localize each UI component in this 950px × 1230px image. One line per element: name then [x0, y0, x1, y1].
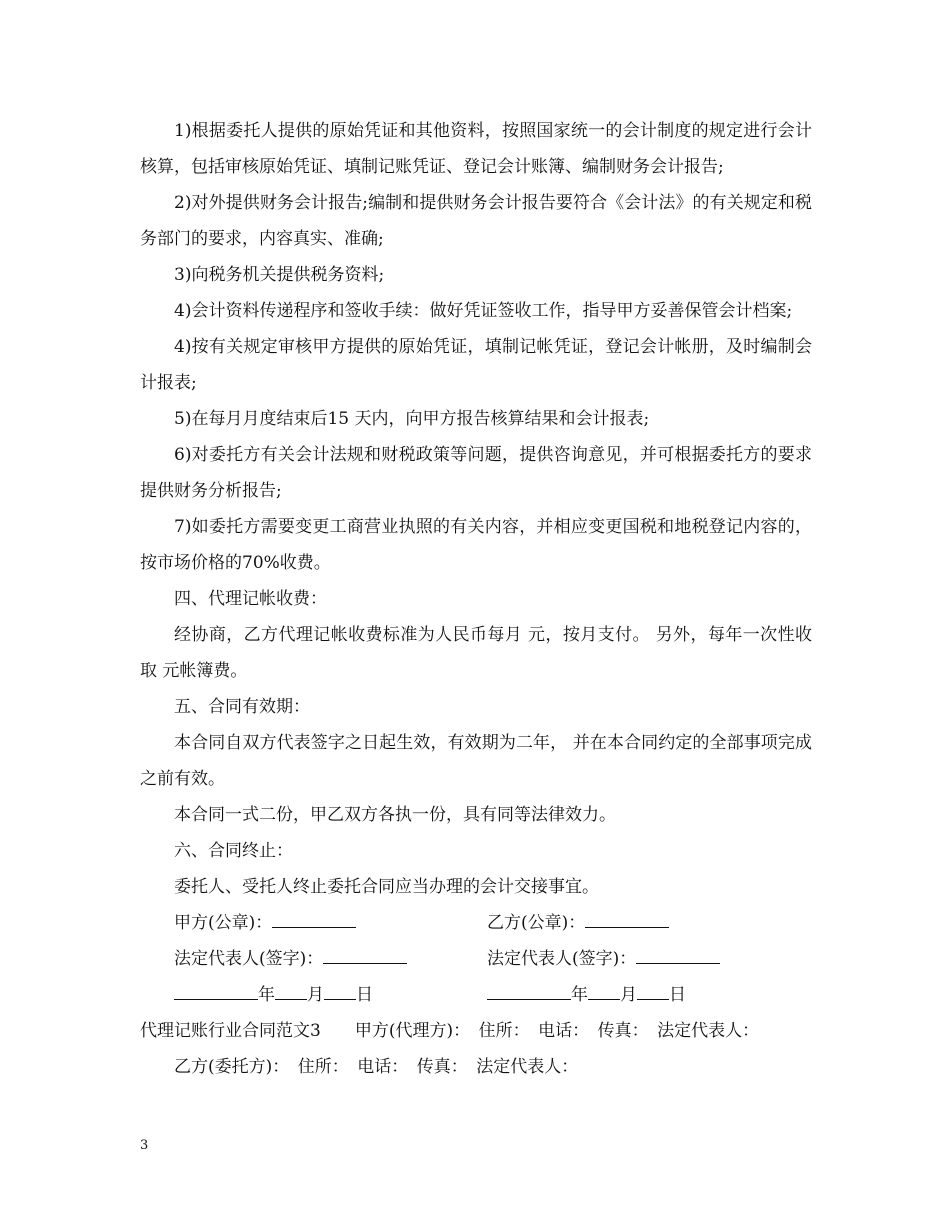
next-contract-party-b: 乙方(委托方)： 住所： 电话： 传真： 法定代表人：	[174, 1057, 579, 1077]
validity-text: 本合同自双方代表签字之日起生效，有效期为二年， 并在本合同约定的全部事项完成之前有效。	[140, 733, 812, 789]
signature-row-rep	[140, 941, 812, 977]
party-b-rep	[487, 941, 812, 977]
party-b-rep-blank	[636, 947, 720, 964]
clause-4a: 4)会计资料传递程序和签收手续：做好凭证签收工作，指导甲方妥善保管会计档案;	[174, 301, 793, 321]
section-heading-termination: 六、合同终止：	[174, 841, 293, 861]
party-a-seal	[140, 905, 487, 941]
fees-text: 经协商，乙方代理记帐收费标准为人民币每月 元，按月支付。 另外，每年一次性收取 元帐簿费。	[140, 625, 812, 681]
contract-body	[140, 113, 812, 1085]
party-a-year-blank	[174, 983, 258, 1000]
clause-6: 6)对委托方有关会计法规和财税政策等问题，提供咨询意见，并可根据委托方的要求提供财务分析报告;	[140, 445, 812, 501]
party-b-day-label: 日	[669, 985, 686, 1005]
section-heading-fees: 四、代理记帐收费：	[174, 589, 327, 609]
next-contract-header: 代理记账行业合同范文3 甲方(代理方)： 住所： 电话： 传真： 法定代表人：	[140, 1021, 760, 1041]
party-a-rep-label: 法定代表人(签字)：	[174, 949, 324, 969]
party-b-year-blank	[487, 983, 571, 1000]
party-b-seal-label: 乙方(公章)：	[487, 913, 586, 933]
clause-4b: 4)按有关规定审核甲方提供的原始凭证，填制记帐凭证，登记会计帐册，及时编制会计报表;	[140, 337, 812, 393]
party-a-date	[140, 977, 487, 1013]
signature-row-date	[140, 977, 812, 1013]
party-a-seal-label: 甲方(公章)：	[174, 913, 273, 933]
party-a-rep-blank	[323, 947, 407, 964]
party-b-day-blank	[637, 983, 669, 1000]
clause-7: 7)如委托方需要变更工商营业执照的有关内容，并相应变更国税和地税登记内容的，按市场价格的70%收费。	[140, 517, 812, 573]
party-a-month-blank	[275, 983, 307, 1000]
copies-text: 本合同一式二份，甲乙双方各执一份，具有同等法律效力。	[174, 805, 616, 825]
clause-1: 1)根据委托人提供的原始凭证和其他资料，按照国家统一的会计制度的规定进行会计核算，包括审核原始凭证、填制记账凭证、登记会计账簿、编制财务会计报告;	[140, 121, 812, 177]
termination-text: 委托人、受托人终止委托合同应当办理的会计交接事宜。	[174, 877, 599, 897]
clause-5: 5)在每月月度结束后15 天内，向甲方报告核算结果和会计报表;	[174, 409, 650, 429]
signature-row-seal	[140, 905, 812, 941]
clause-2: 2)对外提供财务会计报告;编制和提供财务会计报告要符合《会计法》的有关规定和税务部门的要求，内容真实、准确;	[140, 193, 812, 249]
section-heading-validity: 五、合同有效期：	[174, 697, 310, 717]
clause-3: 3)向税务机关提供税务资料;	[174, 265, 385, 285]
party-b-month-blank	[588, 983, 620, 1000]
party-b-year-label: 年	[571, 985, 588, 1005]
party-b-month-label: 月	[620, 985, 637, 1005]
page-number: 3	[140, 1138, 149, 1153]
party-a-month-label: 月	[307, 985, 324, 1005]
party-b-date	[487, 977, 812, 1013]
party-b-rep-label: 法定代表人(签字)：	[487, 949, 637, 969]
party-a-seal-blank	[272, 911, 356, 928]
party-a-rep	[140, 941, 487, 977]
party-a-day-label: 日	[356, 985, 373, 1005]
party-b-seal	[487, 905, 812, 941]
party-a-year-label: 年	[258, 985, 275, 1005]
party-b-seal-blank	[585, 911, 669, 928]
party-a-day-blank	[324, 983, 356, 1000]
